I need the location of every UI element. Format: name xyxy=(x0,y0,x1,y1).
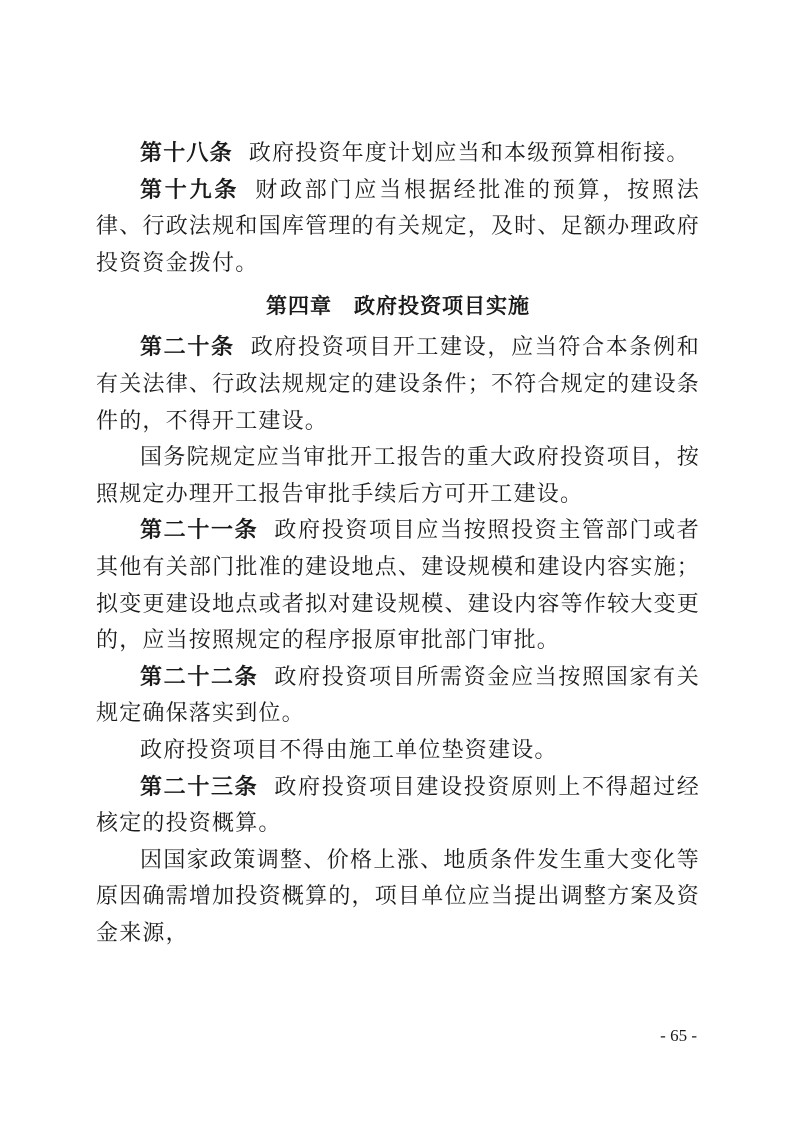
article-text: 政府投资项目开工建设，应当符合本条例和有关法律、行政法规规定的建设条件；不符合规定的建设条件的，不得开工建设。 xyxy=(96,335,700,434)
article-label: 第十八条 xyxy=(140,141,233,166)
article-label: 第二十一条 xyxy=(140,518,259,544)
body-paragraph: 国务院规定应当审批开工报告的重大政府投资项目，按照规定办理开工报告审批手续后方可开工建设。 xyxy=(96,445,700,507)
body-paragraph: 因国家政策调整、价格上涨、地质条件发生重大变化等原因确需增加投资概算的，项目单位应当提出调整方案及资金来源， xyxy=(96,847,700,946)
article-text: 政府投资年度计划应当和本级预算相衔接。 xyxy=(248,141,690,166)
article-label: 第十九条 xyxy=(140,177,240,203)
body-paragraph: 政府投资项目不得由施工单位垫资建设。 xyxy=(140,737,558,763)
page-number: - 65 - xyxy=(660,1026,697,1045)
article-19-paragraph xyxy=(96,173,700,283)
article-20-paragraph xyxy=(96,330,700,440)
article-text: 政府投资项目建设投资原则上不得超过经核定的投资概算。 xyxy=(96,774,700,837)
article-text: 政府投资项目所需资金应当按照国家有关规定确保落实到位。 xyxy=(96,664,700,727)
article-18-paragraph xyxy=(96,136,700,173)
article-label: 第二十三条 xyxy=(140,774,259,800)
chapter-heading: 第四章 政府投资项目实施 xyxy=(266,294,530,319)
document-body xyxy=(96,136,700,952)
article-label: 第二十二条 xyxy=(140,664,259,690)
article-23-paragraph xyxy=(96,770,700,843)
article-22-paragraph xyxy=(96,660,700,733)
article-21-paragraph xyxy=(96,513,700,659)
article-label: 第二十条 xyxy=(140,335,235,361)
article-text: 政府投资项目应当按照投资主管部门或者其他有关部门批准的建设地点、建设规模和建设内容实施；拟变更建设地点或者拟对建设规模、建设内容等作较大变更的，应当按照规定的程序报原审批部门审批。 xyxy=(96,518,700,654)
article-text: 财政部门应当根据经批准的预算，按照法律、行政法规和国库管理的有关规定，及时、足额办理政府投资资金拨付。 xyxy=(96,177,700,276)
